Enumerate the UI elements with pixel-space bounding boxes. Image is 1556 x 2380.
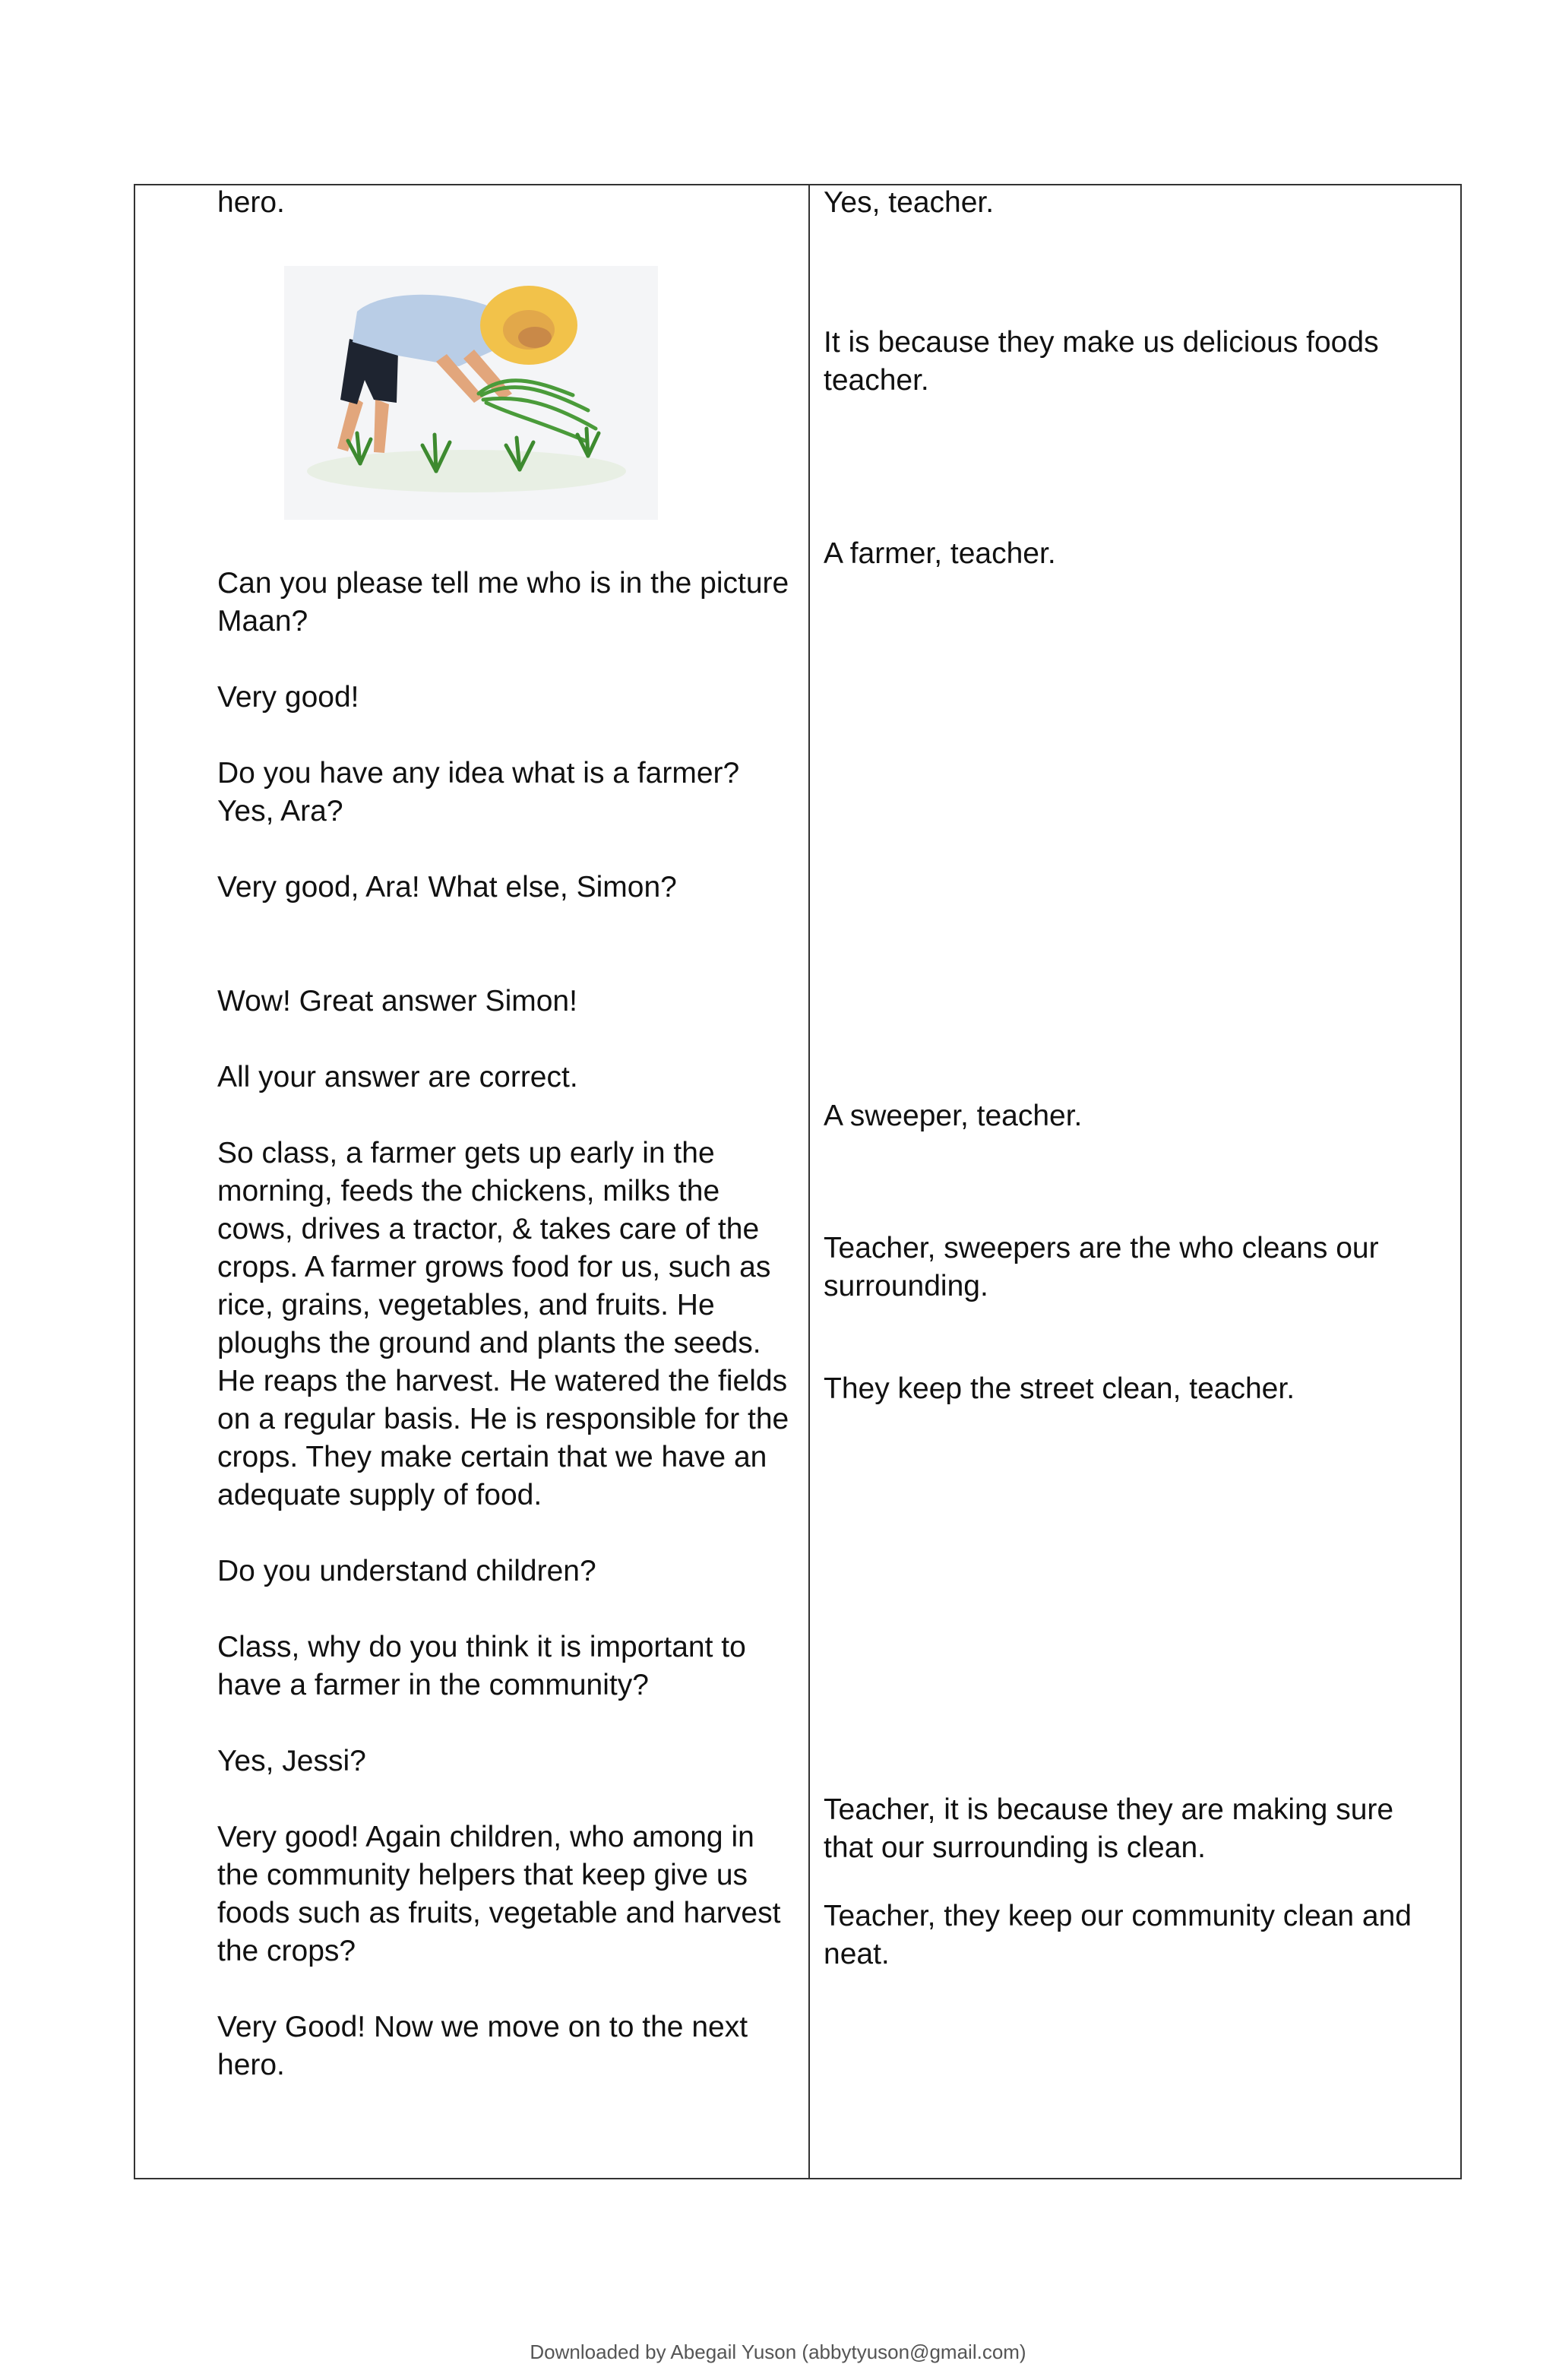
question-community-helpers: Very good! Again children, who among in the community helpers that keep give us foods such as fruits, vegetable and harvest the crops? bbox=[217, 1821, 789, 1967]
yes-jessi-text: Yes, Jessi? bbox=[217, 1745, 366, 1777]
farmer-planting-rice-image bbox=[284, 266, 658, 520]
answer-delicious-foods: It is because they make us delicious foods teacher. bbox=[824, 326, 1387, 397]
answer-making-sure-clean: Teacher, it is because they are making sure that our surrounding is clean. bbox=[824, 1793, 1402, 1864]
answer-a-sweeper: A sweeper, teacher. bbox=[824, 1100, 1083, 1132]
very-good-ara-text: Very good, Ara! What else, Simon? bbox=[217, 871, 677, 904]
answer-community-clean: Teacher, they keep our community clean and neat. bbox=[824, 1900, 1420, 1970]
very-good-text: Very good! bbox=[217, 681, 359, 714]
answer-a-farmer: A farmer, teacher. bbox=[824, 537, 1056, 570]
answer-keep-street-clean: They keep the street clean, teacher. bbox=[824, 1372, 1295, 1405]
question-who-in-picture: Can you please tell me who is in the picture Maan? bbox=[217, 567, 798, 638]
download-footer: Downloaded by Abegail Yuson (abbytyuson@gmail.com) bbox=[530, 2340, 1026, 2363]
column-divider bbox=[808, 184, 810, 2179]
next-hero-text: Very Good! Now we move on to the next hero. bbox=[217, 2011, 756, 2081]
farmer-description-paragraph: So class, a farmer gets up early in the morning, feeds the chickens, milks the cows, drives a tractor, & takes care of the crops. A farmer grows food for us, such as rice, grains, vegetables, and fruits. He ploughs the ground and plants the seeds. He reaps the harvest. He watered the fields on a regular basis. He is responsible for the crops. They make certain that we have an adequate supply of food. bbox=[217, 1137, 798, 1511]
question-important-farmer: Class, why do you think it is important to have a farmer in the community? bbox=[217, 1631, 754, 1701]
understand-question: Do you understand children? bbox=[217, 1555, 596, 1587]
all-correct-text: All your answer are correct. bbox=[217, 1061, 578, 1093]
left-continued-text: hero. bbox=[217, 186, 285, 219]
answer-sweepers-clean: Teacher, sweepers are the who cleans our surrounding. bbox=[824, 1232, 1387, 1302]
wow-simon-text: Wow! Great answer Simon! bbox=[217, 985, 577, 1018]
question-idea-farmer: Do you have any idea what is a farmer? Yes, Ara? bbox=[217, 757, 748, 828]
answer-yes-teacher: Yes, teacher. bbox=[824, 186, 995, 219]
